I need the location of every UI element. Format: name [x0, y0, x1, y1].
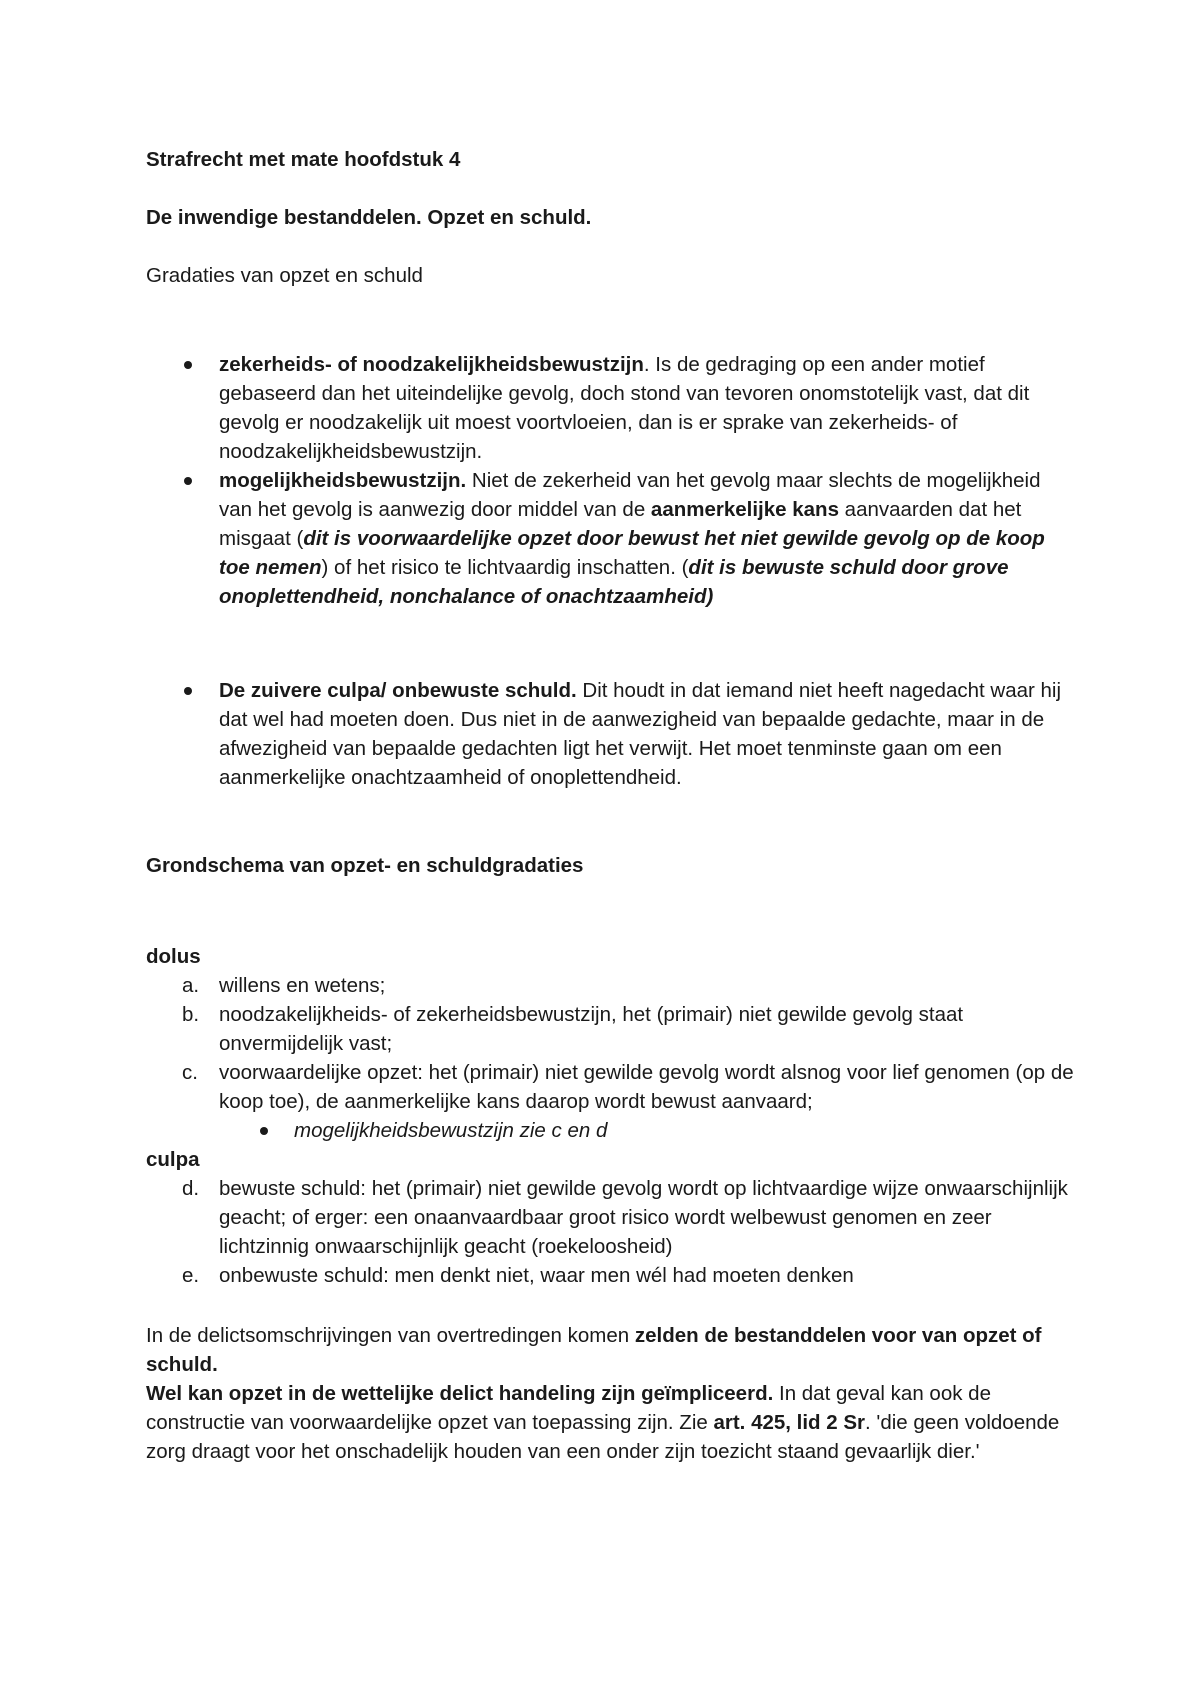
bullet-item-mogelijkheid — [219, 466, 1079, 611]
culpa-label: culpa — [146, 1148, 200, 1171]
list-letter: e. — [182, 1264, 200, 1287]
list-letter: d. — [182, 1177, 200, 1200]
paragraph-bold: zelden de bestanddelen voor van opzet of schuld. — [146, 1324, 1042, 1376]
closing-paragraph-1 — [146, 1321, 1076, 1379]
paragraph-text: In dat geval kan ook de constructie van voorwaardelijke opzet van toepassing zijn. Zie — [146, 1382, 991, 1434]
list-item: bewuste schuld: het (primair) niet gewilde gevolg wordt op lichtvaardige wijze onwaarschijnlijk geacht; of erger: een onaanvaardbaar groot risico wordt welbewust genomen en zeer lichtzinnig onwaarschijnlijk geacht (roekeloosheid) — [219, 1177, 1068, 1258]
bullet-term: De zuivere culpa/ onbewuste schuld. — [219, 679, 577, 702]
gradaties-heading: Gradaties van opzet en schuld — [146, 264, 423, 287]
bullet-icon — [184, 477, 192, 485]
bullet-text: Dit houdt in dat iemand niet heeft nagedacht waar hij dat wel had moeten doen. Dus niet in de aanwezigheid van bepaalde gedachte, maar in de afwezigheid van bepaalde gedachten ligt het verwijt. Het moet tenminste gaan om een aanmerkelijke onachtzaamheid of onoplettendheid. — [219, 679, 1062, 789]
document-subtitle: De inwendige bestanddelen. Opzet en schuld. — [146, 206, 592, 229]
dolus-label: dolus — [146, 945, 201, 968]
document-title: Strafrecht met mate hoofdstuk 4 — [146, 148, 461, 171]
sub-bullet-text: mogelijkheidsbewustzijn zie c en d — [294, 1119, 608, 1142]
bullet-text: . Is de gedraging op een ander motief gebaseerd dan het uiteindelijke gevolg, doch stond van tevoren onomstotelijk vast, dat dit gevolg er noodzakelijk uit moest voortvloeien, dan is er sprake van zekerheids- of noodzakelijkheidsbewustzijn. — [219, 353, 1030, 463]
bullet-term: zekerheids- of noodzakelijkheidsbewustzijn — [219, 353, 644, 376]
sub-bullet-icon — [260, 1127, 268, 1135]
paragraph-text: In de delictsomschrijvingen van overtredingen komen — [146, 1324, 635, 1347]
list-item: willens en wetens; — [219, 974, 386, 997]
list-letter: b. — [182, 1003, 200, 1026]
closing-paragraph-2 — [146, 1379, 1076, 1466]
bullet-item-zekerheid — [219, 350, 1079, 466]
bullet-text: Niet de zekerheid van het gevolg maar slechts de mogelijkheid van het gevolg is aanwezig door middel van de — [219, 469, 1041, 521]
list-item: onbewuste schuld: men denkt niet, waar men wél had moeten denken — [219, 1264, 854, 1287]
bullet-icon — [184, 361, 192, 369]
bullet-bold-term: aanmerkelijke kans — [650, 498, 839, 521]
paragraph-bold: Wel kan opzet in de wettelijke delict handeling zijn geïmpliceerd. — [146, 1382, 774, 1405]
bullet-icon — [184, 687, 192, 695]
bullet-text: ) of het risico te lichtvaardig inschatten. ( — [321, 556, 689, 579]
list-item: noodzakelijkheids- of zekerheidsbewustzijn, het (primair) niet gewilde gevolg staat onvermijdelijk vast; — [219, 1003, 964, 1055]
bullet-item-culpa — [219, 676, 1079, 792]
list-letter: a. — [182, 974, 200, 997]
bullet-text: aanvaarden dat het misgaat ( — [219, 498, 1022, 550]
bullet-emphasis: dit is voorwaardelijke opzet door bewust het niet gewilde gevolg op de koop toe nemen — [219, 527, 1045, 579]
article-reference: art. 425, lid 2 Sr — [713, 1411, 866, 1434]
list-item: voorwaardelijke opzet: het (primair) niet gewilde gevolg wordt alsnog voor lief genomen (op de koop toe), de aanmerkelijke kans daarop wordt bewust aanvaard; — [219, 1061, 1074, 1113]
bullet-term: mogelijkheidsbewustzijn. — [219, 469, 467, 492]
paragraph-text: . 'die geen voldoende zorg draagt voor het onschadelijk houden van een onder zijn toezicht staand gevaarlijk dier.' — [146, 1411, 1060, 1463]
list-letter: c. — [182, 1061, 198, 1084]
grondschema-heading: Grondschema van opzet- en schuldgradaties — [146, 854, 584, 877]
bullet-emphasis: dit is bewuste schuld door grove onoplettendheid, nonchalance of onachtzaamheid) — [219, 556, 1009, 608]
